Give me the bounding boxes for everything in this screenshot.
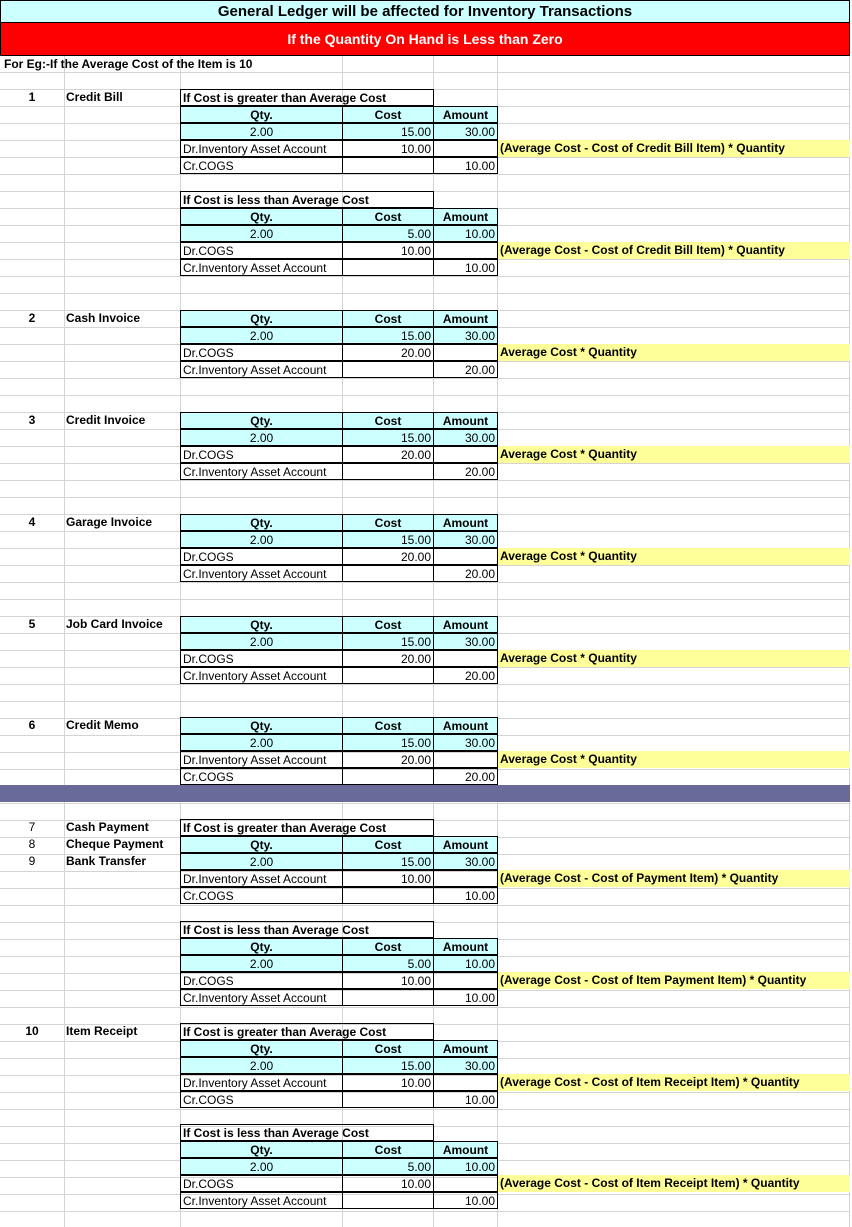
debit-amount-blank (433, 446, 498, 463)
credit-cost-blank (342, 463, 434, 480)
condition-label: If Cost is less than Average Cost (180, 1124, 434, 1141)
cost-header: Cost (342, 310, 434, 327)
debit-amount-blank (433, 870, 498, 887)
debit-value: 10.00 (342, 870, 434, 887)
amount-value: 30.00 (433, 327, 498, 344)
condition-label: If Cost is greater than Average Cost (180, 89, 434, 106)
credit-cost-blank (342, 1192, 434, 1209)
credit-value: 20.00 (433, 667, 498, 684)
amount-value: 30.00 (433, 1057, 498, 1074)
credit-cost-blank (342, 768, 434, 785)
formula-note: (Average Cost - Cost of Item Payment Item) * Quantity (498, 972, 850, 989)
debit-account: Dr.Inventory Asset Account (180, 870, 343, 887)
credit-cost-blank (342, 565, 434, 582)
condition-label: If Cost is greater than Average Cost (180, 1023, 434, 1040)
debit-value: 10.00 (342, 242, 434, 259)
grid-line (0, 582, 850, 583)
grid-line (0, 293, 850, 294)
section-name: Bank Transfer (66, 854, 147, 868)
amount-header: Amount (433, 1040, 498, 1057)
qty-value: 2.00 (180, 531, 343, 548)
qty-header: Qty. (180, 310, 343, 327)
cost-value: 15.00 (342, 1057, 434, 1074)
grid-line (0, 803, 850, 804)
formula-note: (Average Cost - Cost of Item Receipt Item) * Quantity (498, 1074, 850, 1091)
cost-value: 5.00 (342, 1158, 434, 1175)
cost-value: 15.00 (342, 429, 434, 446)
amount-value: 10.00 (433, 1158, 498, 1175)
debit-account: Dr.Inventory Asset Account (180, 751, 343, 768)
cost-header: Cost (342, 938, 434, 955)
credit-account: Cr.Inventory Asset Account (180, 1192, 343, 1209)
formula-note: Average Cost * Quantity (498, 548, 850, 565)
page-subtitle: If the Quantity On Hand is Less than Zero (0, 22, 850, 56)
cost-header: Cost (342, 616, 434, 633)
amount-header: Amount (433, 938, 498, 955)
cost-header: Cost (342, 208, 434, 225)
amount-value: 10.00 (433, 955, 498, 972)
formula-note: Average Cost * Quantity (498, 344, 850, 361)
grid-line (0, 174, 850, 175)
grid-line (0, 599, 850, 600)
credit-value: 20.00 (433, 361, 498, 378)
amount-value: 30.00 (433, 429, 498, 446)
grid-line (0, 497, 850, 498)
cost-value: 15.00 (342, 633, 434, 650)
debit-amount-blank (433, 344, 498, 361)
cost-header: Cost (342, 717, 434, 734)
credit-account: Cr.Inventory Asset Account (180, 989, 343, 1006)
credit-account: Cr.Inventory Asset Account (180, 463, 343, 480)
formula-note: (Average Cost - Cost of Credit Bill Item) * Quantity (498, 140, 850, 157)
cost-header: Cost (342, 1141, 434, 1158)
grid-line (0, 72, 850, 73)
amount-header: Amount (433, 1141, 498, 1158)
qty-value: 2.00 (180, 955, 343, 972)
section-number: 10 (25, 1024, 39, 1038)
debit-amount-blank (433, 751, 498, 768)
credit-cost-blank (342, 887, 434, 904)
grid-line (0, 395, 850, 396)
amount-value: 10.00 (433, 225, 498, 242)
credit-value: 10.00 (433, 157, 498, 174)
cost-header: Cost (342, 514, 434, 531)
debit-amount-blank (433, 972, 498, 989)
credit-value: 20.00 (433, 463, 498, 480)
qty-header: Qty. (180, 412, 343, 429)
section-number: 3 (28, 413, 36, 427)
cost-header: Cost (342, 106, 434, 123)
debit-amount-blank (433, 548, 498, 565)
section-number: 4 (28, 515, 36, 529)
section-name: Item Receipt (66, 1024, 138, 1038)
credit-account: Cr.COGS (180, 157, 343, 174)
debit-account: Dr.COGS (180, 344, 343, 361)
cost-header: Cost (342, 836, 434, 853)
formula-note: (Average Cost - Cost of Payment Item) * Quantity (498, 870, 850, 887)
amount-header: Amount (433, 106, 498, 123)
debit-account: Dr.COGS (180, 548, 343, 565)
debit-account: Dr.COGS (180, 242, 343, 259)
qty-value: 2.00 (180, 633, 343, 650)
section-name: Cheque Payment (66, 837, 164, 851)
amount-value: 30.00 (433, 853, 498, 870)
section-name: Cash Invoice (66, 311, 141, 325)
credit-account: Cr.Inventory Asset Account (180, 565, 343, 582)
page-title: General Ledger will be affected for Inventory Transactions (0, 0, 850, 23)
example-note: For Eg:-If the Average Cost of the Item is 10 (4, 57, 253, 71)
amount-value: 30.00 (433, 734, 498, 751)
amount-header: Amount (433, 310, 498, 327)
debit-value: 20.00 (342, 650, 434, 667)
formula-note: Average Cost * Quantity (498, 650, 850, 667)
qty-header: Qty. (180, 717, 343, 734)
amount-header: Amount (433, 412, 498, 429)
credit-value: 10.00 (433, 887, 498, 904)
credit-account: Cr.Inventory Asset Account (180, 361, 343, 378)
section-number: 1 (28, 90, 36, 104)
qty-header: Qty. (180, 106, 343, 123)
grid-line (0, 684, 850, 685)
credit-cost-blank (342, 361, 434, 378)
qty-value: 2.00 (180, 429, 343, 446)
formula-note: Average Cost * Quantity (498, 446, 850, 463)
qty-header: Qty. (180, 938, 343, 955)
grid-line (0, 1007, 850, 1008)
debit-value: 10.00 (342, 1175, 434, 1192)
section-number: 6 (28, 718, 36, 732)
debit-value: 20.00 (342, 446, 434, 463)
grid-line (0, 1211, 850, 1212)
grid-line (0, 378, 850, 379)
section-name: Credit Bill (66, 90, 123, 104)
cost-value: 5.00 (342, 955, 434, 972)
section-name: Cash Payment (66, 820, 149, 834)
condition-label: If Cost is less than Average Cost (180, 921, 434, 938)
qty-value: 2.00 (180, 123, 343, 140)
cost-value: 15.00 (342, 531, 434, 548)
amount-header: Amount (433, 514, 498, 531)
cost-value: 15.00 (342, 327, 434, 344)
cost-header: Cost (342, 1040, 434, 1057)
section-number: 7 (28, 820, 36, 834)
section-name: Credit Memo (66, 718, 139, 732)
cost-header: Cost (342, 412, 434, 429)
cost-value: 5.00 (342, 225, 434, 242)
qty-value: 2.00 (180, 225, 343, 242)
grid-line (0, 1109, 850, 1110)
amount-header: Amount (433, 836, 498, 853)
section-number: 9 (28, 854, 36, 868)
debit-value: 10.00 (342, 140, 434, 157)
section-number: 2 (28, 311, 36, 325)
qty-header: Qty. (180, 514, 343, 531)
debit-account: Dr.COGS (180, 446, 343, 463)
formula-note: (Average Cost - Cost of Credit Bill Item) * Quantity (498, 242, 850, 259)
debit-amount-blank (433, 1074, 498, 1091)
formula-note: Average Cost * Quantity (498, 751, 850, 768)
qty-value: 2.00 (180, 853, 343, 870)
section-name: Garage Invoice (66, 515, 153, 529)
debit-account: Dr.COGS (180, 650, 343, 667)
debit-value: 20.00 (342, 548, 434, 565)
condition-label: If Cost is less than Average Cost (180, 191, 434, 208)
amount-header: Amount (433, 208, 498, 225)
credit-cost-blank (342, 259, 434, 276)
debit-amount-blank (433, 1175, 498, 1192)
credit-account: Cr.COGS (180, 887, 343, 904)
credit-cost-blank (342, 667, 434, 684)
grid-line (0, 905, 850, 906)
cost-value: 15.00 (342, 123, 434, 140)
credit-value: 10.00 (433, 259, 498, 276)
qty-value: 2.00 (180, 1057, 343, 1074)
credit-account: Cr.COGS (180, 768, 343, 785)
credit-value: 20.00 (433, 768, 498, 785)
qty-value: 2.00 (180, 1158, 343, 1175)
amount-value: 30.00 (433, 123, 498, 140)
section-name: Credit Invoice (66, 413, 146, 427)
credit-cost-blank (342, 989, 434, 1006)
grid-line (0, 480, 850, 481)
cost-value: 15.00 (342, 853, 434, 870)
amount-header: Amount (433, 616, 498, 633)
section-name: Job Card Invoice (66, 617, 163, 631)
qty-value: 2.00 (180, 734, 343, 751)
debit-value: 10.00 (342, 972, 434, 989)
debit-value: 20.00 (342, 751, 434, 768)
formula-note: (Average Cost - Cost of Item Receipt Item) * Quantity (498, 1175, 850, 1192)
credit-account: Cr.COGS (180, 1091, 343, 1108)
section-number: 8 (28, 837, 36, 851)
debit-amount-blank (433, 242, 498, 259)
credit-account: Cr.Inventory Asset Account (180, 667, 343, 684)
credit-account: Cr.Inventory Asset Account (180, 259, 343, 276)
debit-amount-blank (433, 650, 498, 667)
qty-value: 2.00 (180, 327, 343, 344)
debit-account: Dr.COGS (180, 972, 343, 989)
section-number: 5 (28, 617, 36, 631)
credit-value: 10.00 (433, 1091, 498, 1108)
debit-account: Dr.COGS (180, 1175, 343, 1192)
debit-value: 10.00 (342, 1074, 434, 1091)
debit-value: 20.00 (342, 344, 434, 361)
amount-value: 30.00 (433, 633, 498, 650)
qty-header: Qty. (180, 1141, 343, 1158)
credit-cost-blank (342, 157, 434, 174)
qty-header: Qty. (180, 836, 343, 853)
credit-value: 10.00 (433, 1192, 498, 1209)
credit-value: 20.00 (433, 565, 498, 582)
debit-account: Dr.Inventory Asset Account (180, 1074, 343, 1091)
credit-cost-blank (342, 1091, 434, 1108)
qty-header: Qty. (180, 208, 343, 225)
condition-label: If Cost is greater than Average Cost (180, 819, 434, 836)
grid-line (0, 276, 850, 277)
debit-account: Dr.Inventory Asset Account (180, 140, 343, 157)
credit-value: 10.00 (433, 989, 498, 1006)
grid-line (0, 701, 850, 702)
cost-value: 15.00 (342, 734, 434, 751)
amount-header: Amount (433, 717, 498, 734)
section-separator (0, 785, 850, 802)
amount-value: 30.00 (433, 531, 498, 548)
qty-header: Qty. (180, 1040, 343, 1057)
debit-amount-blank (433, 140, 498, 157)
qty-header: Qty. (180, 616, 343, 633)
